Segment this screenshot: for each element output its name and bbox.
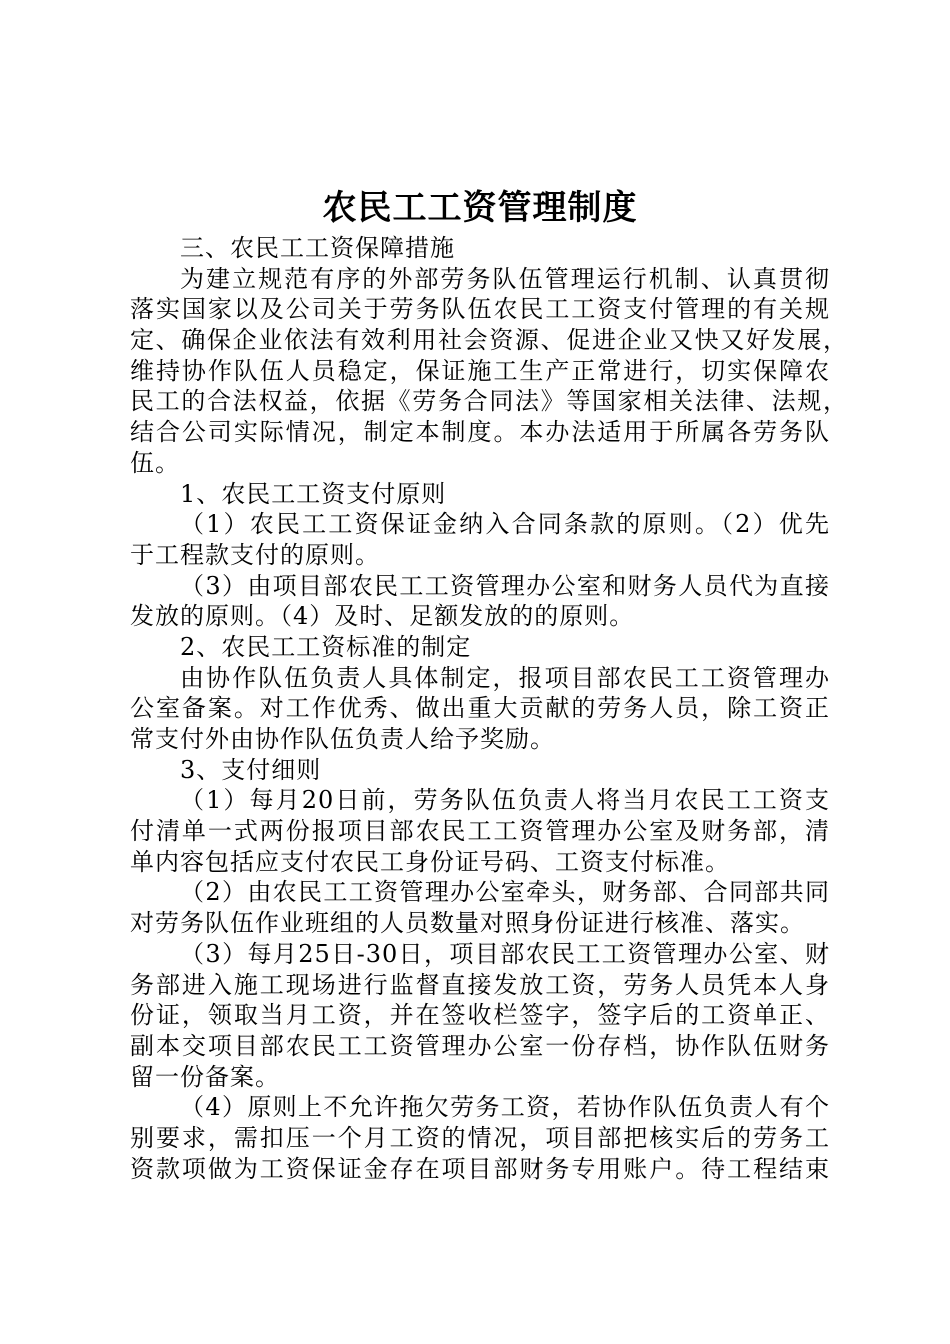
paragraph-line: 落实国家以及公司关于劳务队伍农民工工资支付管理的有关规 [130, 295, 830, 324]
paragraph-line: 份证，领取当月工资，并在签收栏签字，签字后的工资单正、 [130, 1001, 830, 1030]
paragraph-line: 于工程款支付的原则。 [130, 540, 380, 569]
paragraph-line: 为建立规范有序的外部劳务队伍管理运行机制、认真贯彻 [180, 264, 830, 293]
paragraph-line: 伍。 [130, 448, 180, 477]
paragraph-line: 定、确保企业依法有效利用社会资源、促进企业又快又好发展， [130, 326, 848, 355]
paragraph-line: 公室备案。对工作优秀、做出重大贡献的劳务人员，除工资正 [130, 694, 830, 723]
paragraph-line: 留一份备案。 [130, 1062, 280, 1091]
section-heading: 1、农民工工资支付原则 [180, 479, 447, 508]
paragraph-line: 常支付外由协作队伍负责人给予奖励。 [130, 725, 555, 753]
paragraph-line: （3）由项目部农民工工资管理办公室和财务人员代为直接 [180, 571, 830, 600]
document-body [130, 233, 850, 1184]
section-heading: 2、农民工工资标准的制定 [180, 632, 472, 661]
paragraph-line: （1）农民工工资保证金纳入合同条款的原则。（2）优先 [180, 510, 830, 539]
section-heading: 三、农民工工资保障措施 [180, 234, 455, 262]
paragraph-line: 付清单一式两份报项目部农民工工资管理办公室及财务部，清 [130, 817, 830, 846]
section-heading: 3、支付细则 [180, 755, 322, 784]
paragraph-line: 民工的合法权益，依据《劳务合同法》等国家相关法律、法规， [130, 387, 848, 416]
paragraph-line: （2）由农民工工资管理办公室牵头，财务部、合同部共同 [180, 878, 830, 907]
paragraph-line: 维持协作队伍人员稳定，保证施工生产正常进行，切实保障农 [130, 356, 830, 385]
paragraph-line: 由协作队伍负责人具体制定，报项目部农民工工资管理办 [180, 663, 830, 692]
paragraph-line: 单内容包括应支付农民工身份证号码、工资支付标准。 [130, 847, 730, 876]
paragraph-line: 结合公司实际情况，制定本制度。本办法适用于所属各劳务队 [130, 418, 830, 447]
paragraph-line: （4）原则上不允许拖欠劳务工资，若协作队伍负责人有个 [180, 1093, 830, 1122]
paragraph-line: 发放的原则。（4）及时、足额发放的的原则。 [130, 602, 635, 631]
paragraph-line: 别要求，需扣压一个月工资的情况，项目部把核实后的劳务工 [130, 1123, 830, 1152]
paragraph-line: 务部进入施工现场进行监督直接发放工资，劳务人员凭本人身 [130, 970, 830, 999]
paragraph-line: （3）每月25日-30日，项目部农民工工资管理办公室、财 [180, 939, 830, 968]
paragraph-line: 副本交项目部农民工工资管理办公室一份存档，协作队伍财务 [130, 1031, 830, 1060]
paragraph-line: （1）每月20日前，劳务队伍负责人将当月农民工工资支 [180, 786, 830, 815]
page-title: 农民工工资管理制度 [322, 188, 638, 228]
paragraph-line: 资款项做为工资保证金存在项目部财务专用账户。待工程结束 [130, 1154, 830, 1183]
paragraph-line: 对劳务队伍作业班组的人员数量对照身份证进行核准、落实。 [130, 909, 805, 938]
